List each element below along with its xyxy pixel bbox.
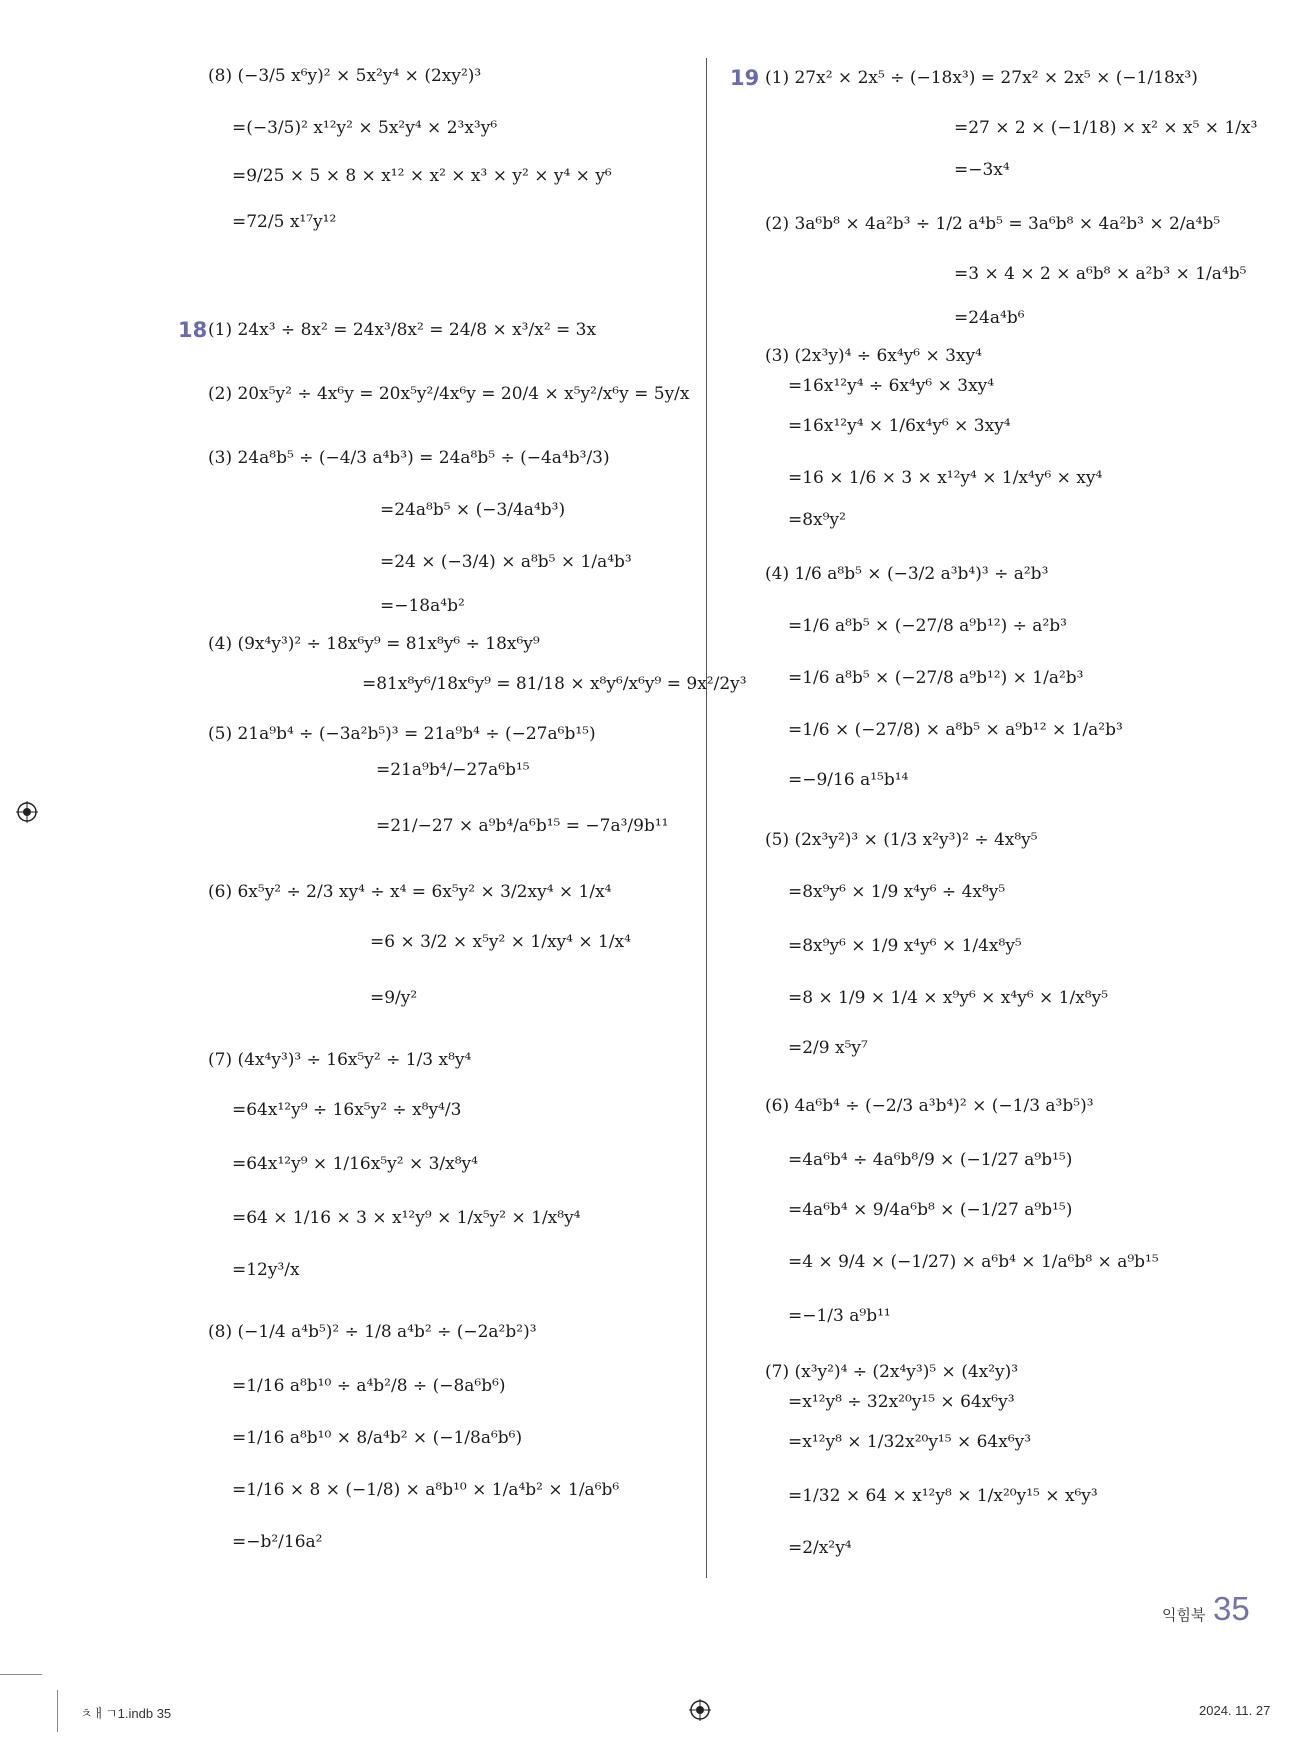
problem19-step: =x¹²y⁸ ÷ 32x²⁰y¹⁵ × 64x⁶y³ [788,1392,1015,1412]
problem19-step: =2/9 x⁵y⁷ [788,1038,868,1058]
registration-mark-icon [689,1699,711,1721]
problem18-step: =1/16 × 8 × (−1/8) × a⁸b¹⁰ × 1/a⁴b² × 1/a⁶b⁶ [232,1480,620,1500]
problem18-step: (5) 21a⁹b⁴ ÷ (−3a²b⁵)³ = 21a⁹b⁴ ÷ (−27a⁶b¹⁵) [208,724,596,744]
page-number: 35 [1213,1590,1250,1627]
problem19-step: =2/x²y⁴ [788,1538,852,1558]
problem18-step: =21/−27 × a⁹b⁴/a⁶b¹⁵ = −7a³/9b¹¹ [376,816,669,836]
problem-number-19: 19 [730,66,760,90]
problem19-step: =1/6 a⁸b⁵ × (−27/8 a⁹b¹²) × 1/a²b³ [788,668,1084,688]
column-divider [706,58,707,1578]
problem19-step: (7) (x³y²)⁴ ÷ (2x⁴y³)⁵ × (4x²y)³ [765,1362,1019,1382]
problem19-step: =4a⁶b⁴ × 9/4a⁶b⁸ × (−1/27 a⁹b¹⁵) [788,1200,1073,1220]
problem18-step: (6) 6x⁵y² ÷ 2/3 xy⁴ ÷ x⁴ = 6x⁵y² × 3/2xy⁴ × 1/x⁴ [208,882,612,902]
problem19-step: =8x⁹y² [788,510,846,530]
problem18-step: =6 × 3/2 × x⁵y² × 1/xy⁴ × 1/x⁴ [370,932,631,952]
prev-problem-line: (8) (−3/5 x⁶y)² × 5x²y⁴ × (2xy²)³ [208,66,482,86]
problem19-step: (5) (2x³y²)³ × (1/3 x²y³)² ÷ 4x⁸y⁵ [765,830,1038,850]
problem19-step: =16 × 1/6 × 3 × x¹²y⁴ × 1/x⁴y⁶ × xy⁴ [788,468,1103,488]
problem18-step: =−18a⁴b² [380,596,465,616]
problem18-step: =64x¹²y⁹ × 1/16x⁵y² × 3/x⁸y⁴ [232,1154,478,1174]
problem19-step: (6) 4a⁶b⁴ ÷ (−2/3 a³b⁴)² × (−1/3 a³b⁵)³ [765,1096,1094,1116]
problem19-step: =1/6 a⁸b⁵ × (−27/8 a⁹b¹²) ÷ a²b³ [788,616,1067,636]
problem19-step: =−9/16 a¹⁵b¹⁴ [788,770,909,790]
problem18-step: =64x¹²y⁹ ÷ 16x⁵y² ÷ x⁸y⁴/3 [232,1100,462,1120]
problem18-step: =1/16 a⁸b¹⁰ ÷ a⁴b²/8 ÷ (−8a⁶b⁶) [232,1376,506,1396]
problem19-step: =8x⁹y⁶ × 1/9 x⁴y⁶ ÷ 4x⁸y⁵ [788,882,1006,902]
problem18-step: (1) 24x³ ÷ 8x² = 24x³/8x² = 24/8 × x³/x² = 3x [208,320,597,340]
problem19-step: =x¹²y⁸ × 1/32x²⁰y¹⁵ × 64x⁶y³ [788,1432,1032,1452]
problem19-step: =3 × 4 × 2 × a⁶b⁸ × a²b³ × 1/a⁴b⁵ [954,264,1247,284]
problem19-step: =1/6 × (−27/8) × a⁸b⁵ × a⁹b¹² × 1/a²b³ [788,720,1123,740]
problem18-step: =81x⁸y⁶/18x⁶y⁹ = 81/18 × x⁸y⁶/x⁶y⁹ = 9x²/2y³ [362,674,747,694]
prev-problem-line: =(−3/5)² x¹²y² × 5x²y⁴ × 2³x³y⁶ [232,118,498,138]
problem18-step: (7) (4x⁴y³)³ ÷ 16x⁵y² ÷ 1/3 x⁸y⁴ [208,1050,472,1070]
crop-mark-horizontal [0,1674,42,1675]
problem18-step: =1/16 a⁸b¹⁰ × 8/a⁴b² × (−1/8a⁶b⁶) [232,1428,523,1448]
problem19-step: =1/32 × 64 × x¹²y⁸ × 1/x²⁰y¹⁵ × x⁶y³ [788,1486,1098,1506]
print-date: 2024. 11. 27 [1199,1703,1271,1718]
file-info: ㅊㅐㄱ1.indb 35 [80,1706,172,1721]
problem18-step: =64 × 1/16 × 3 × x¹²y⁹ × 1/x⁵y² × 1/x⁸y⁴ [232,1208,581,1228]
problem19-step: =16x¹²y⁴ ÷ 6x⁴y⁶ × 3xy⁴ [788,376,995,396]
crop-mark-vertical [57,1690,58,1732]
problem18-step: (2) 20x⁵y² ÷ 4x⁶y = 20x⁵y²/4x⁶y = 20/4 × x⁵y²/x⁶y = 5y/x [208,384,690,404]
problem19-step: (3) (2x³y)⁴ ÷ 6x⁴y⁶ × 3xy⁴ [765,346,982,366]
problem19-step: =16x¹²y⁴ × 1/6x⁴y⁶ × 3xy⁴ [788,416,1011,436]
prev-problem-line: =72/5 x¹⁷y¹² [232,212,337,232]
problem19-step: (1) 27x² × 2x⁵ ÷ (−18x³) = 27x² × 2x⁵ × (−1/18x³) [765,68,1198,88]
problem18-step: =24 × (−3/4) × a⁸b⁵ × 1/a⁴b³ [380,552,632,572]
problem19-step: =27 × 2 × (−1/18) × x² × x⁵ × 1/x³ [954,118,1258,138]
problem18-step: (4) (9x⁴y³)² ÷ 18x⁶y⁹ = 81x⁸y⁶ ÷ 18x⁶y⁹ [208,634,540,654]
problem-number-18: 18 [178,318,208,342]
problem19-step: =24a⁴b⁶ [954,308,1025,328]
problem19-step: (4) 1/6 a⁸b⁵ × (−3/2 a³b⁴)³ ÷ a²b³ [765,564,1049,584]
problem18-step: =21a⁹b⁴/−27a⁶b¹⁵ [376,760,530,780]
problem19-step: (2) 3a⁶b⁸ × 4a²b³ ÷ 1/2 a⁴b⁵ = 3a⁶b⁸ × 4a²b³ × 2/a⁴b⁵ [765,214,1221,234]
book-label: 익힘북 [1162,1607,1206,1624]
problem18-step: =24a⁸b⁵ × (−3/4a⁴b³) [380,500,566,520]
problem19-step: =8 × 1/9 × 1/4 × x⁹y⁶ × x⁴y⁶ × 1/x⁸y⁵ [788,988,1109,1008]
prev-problem-line: =9/25 × 5 × 8 × x¹² × x² × x³ × y² × y⁴ × y⁶ [232,166,612,186]
problem18-step: (8) (−1/4 a⁴b⁵)² ÷ 1/8 a⁴b² ÷ (−2a²b²)³ [208,1322,537,1342]
problem18-step: (3) 24a⁸b⁵ ÷ (−4/3 a⁴b³) = 24a⁸b⁵ ÷ (−4a⁴b³/3) [208,448,610,468]
problem18-step: =12y³/x [232,1260,300,1280]
problem19-step: =4 × 9/4 × (−1/27) × a⁶b⁴ × 1/a⁶b⁸ × a⁹b¹⁵ [788,1252,1159,1272]
problem18-step: =−b²/16a² [232,1532,323,1552]
problem18-step: =9/y² [370,988,418,1008]
problem19-step: =−1/3 a⁹b¹¹ [788,1306,891,1326]
problem19-step: =−3x⁴ [954,160,1010,180]
problem19-step: =4a⁶b⁴ ÷ 4a⁶b⁸/9 × (−1/27 a⁹b¹⁵) [788,1150,1073,1170]
registration-mark-icon [16,801,38,823]
problem19-step: =8x⁹y⁶ × 1/9 x⁴y⁶ × 1/4x⁸y⁵ [788,936,1022,956]
